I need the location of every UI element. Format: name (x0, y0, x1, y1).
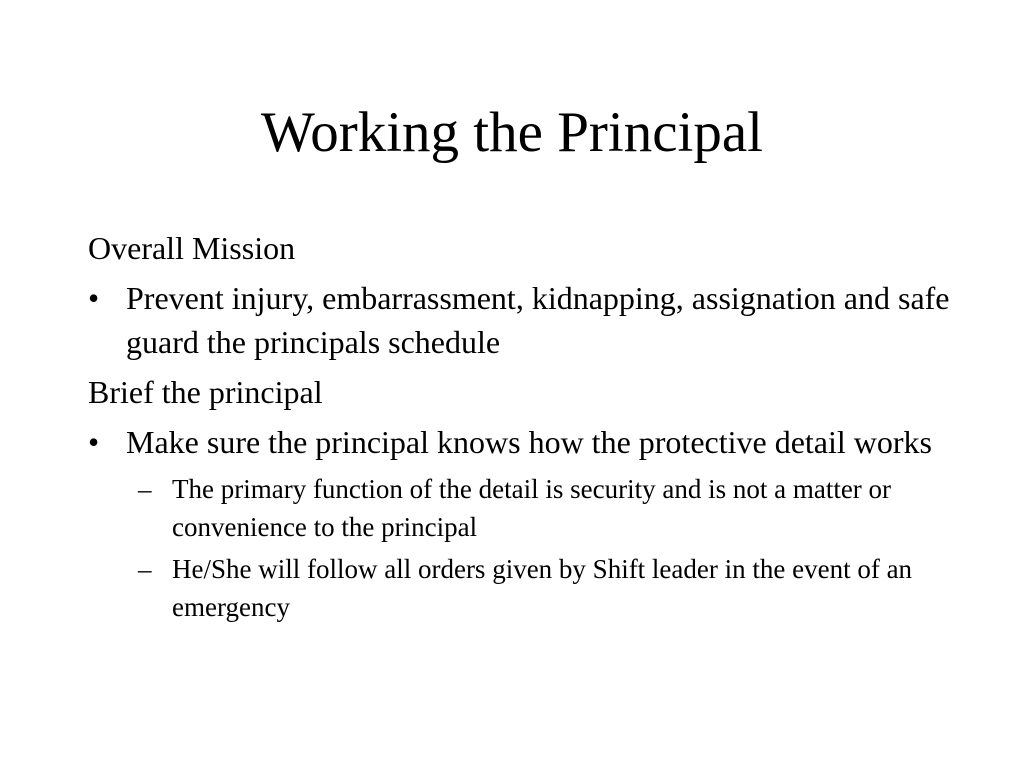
subbullet-text: The primary function of the detail is security and is not a matter or convenience to the principal (172, 474, 892, 542)
section-heading-overall-mission: Overall Mission (88, 230, 296, 266)
subbullet-follow-orders (88, 550, 968, 626)
section-heading-brief-principal: Brief the principal (88, 374, 323, 410)
subbullet-primary-function (88, 470, 968, 546)
bullet-protective-detail (88, 420, 968, 464)
bullet-dot-icon: • (88, 280, 100, 316)
dash-icon: – (138, 474, 152, 504)
bullet-dot-icon: • (88, 424, 100, 460)
dash-icon: – (138, 554, 152, 584)
slide-title: Working the Principal (261, 101, 763, 164)
bullet-text: Make sure the principal knows how the protective detail works (126, 424, 932, 460)
bullet-text: Prevent injury, embarrassment, kidnapping, assignation and safe guard the principals schedule (126, 280, 950, 360)
slide-body (88, 226, 968, 630)
subbullet-text: He/She will follow all orders given by Shift leader in the event of an emergency (172, 554, 913, 622)
bullet-prevent-injury (88, 276, 968, 364)
